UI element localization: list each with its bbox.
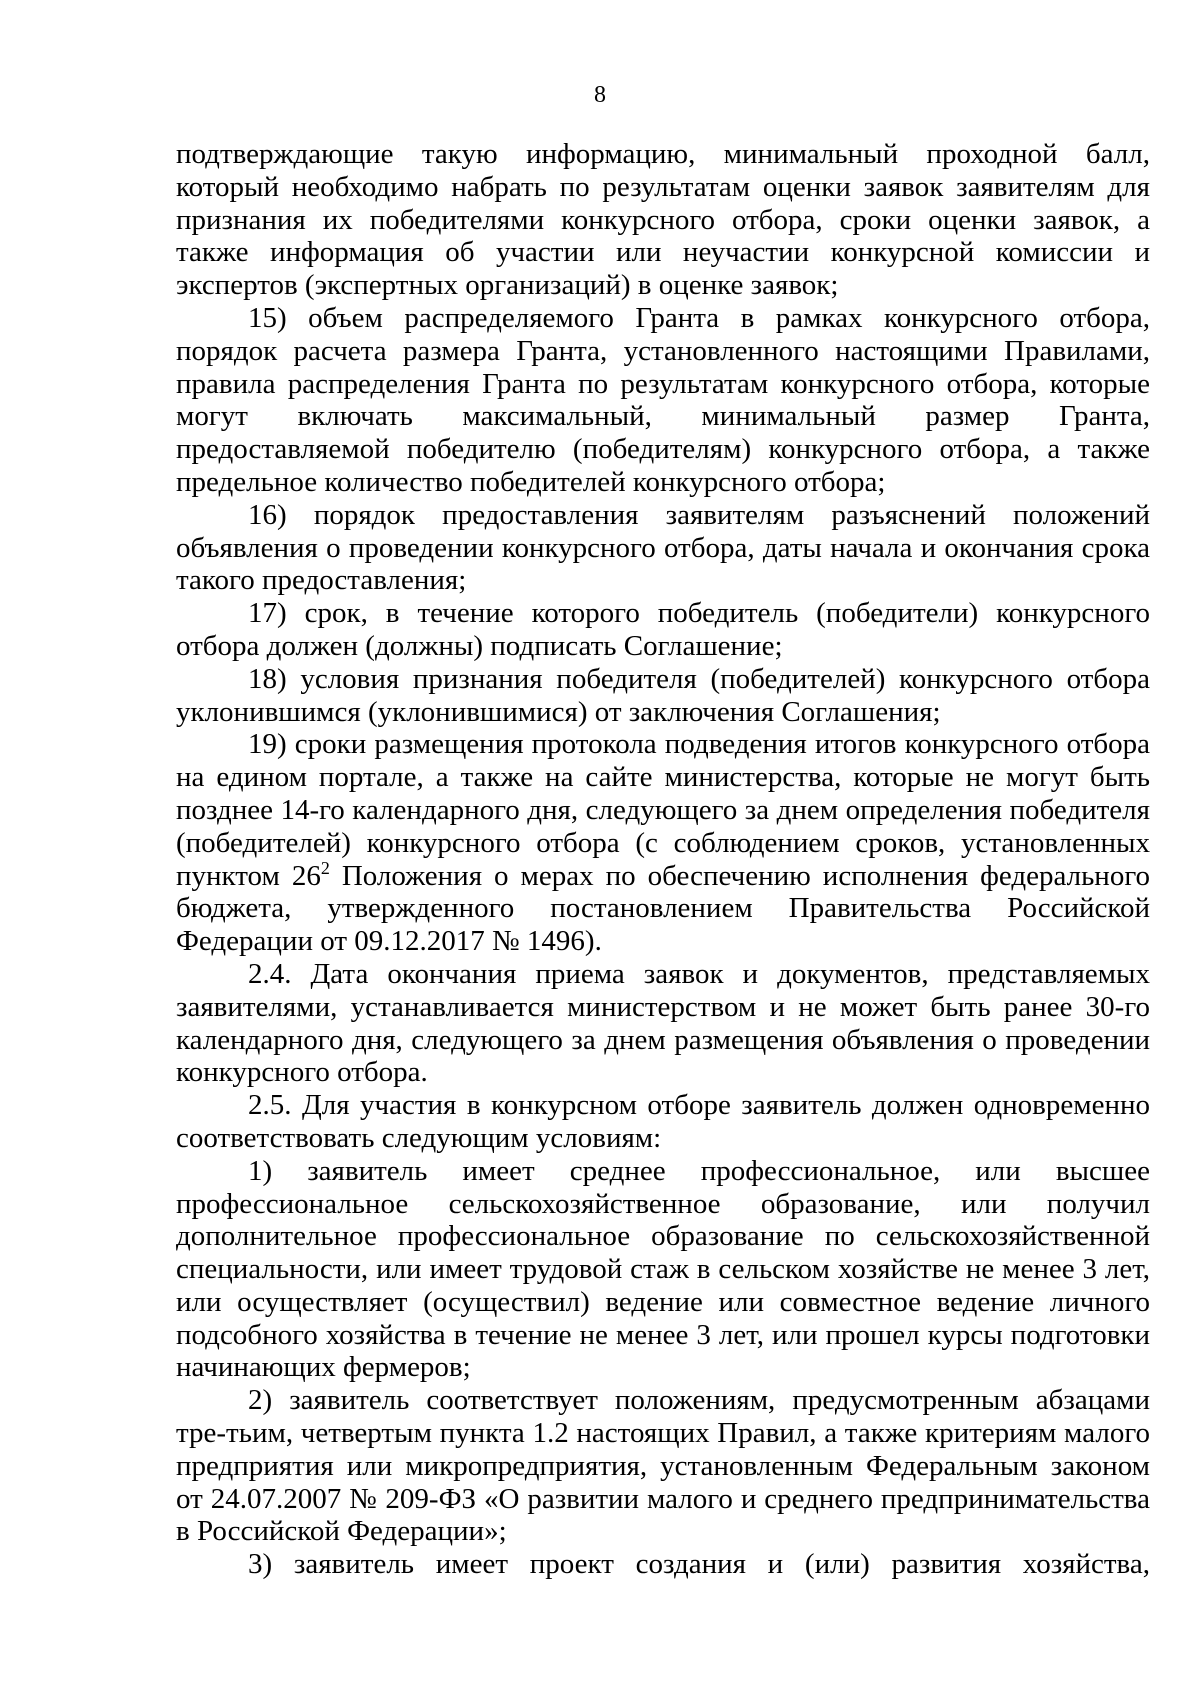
- condition-item-1: 1) заявитель имеет среднее профессиональное, или высшее профессиональное сельскохозяйственное образование, или получил дополнительное профессиональное образование по сельскохозяйственной специальности, или имеет трудовой стаж в сельском хозяйстве не менее 3 лет, или осуществляет (осуществил) ведение или совместное ведение личного подсобного хозяйства в течение не менее 3 лет, или прошел курсы подготовки начинающих фермеров;: [176, 1154, 1150, 1384]
- list-item-19-text-before: 19) сроки размещения протокола подведения итогов конкурсного отбора на едином портале, а также на сайте министерства, которые не могут быть позднее 14-го календарного дня, следующего за днем определения победителя (победителей) конкурсного отбора (с соблюдением сроков, установленных пунктом 26: [176, 728, 1150, 892]
- condition-item-2: 2) заявитель соответствует положениям, предусмотренным абзацами тре-тьим, четвертым пункта 1.2 настоящих Правил, а также критериям малого предприятия или микропредприятия, установленным Федеральным законом от 24.07.2007 № 209-ФЗ «О развитии малого и среднего предпринимательства в Российской Федерации»;: [176, 1384, 1150, 1548]
- section-2-5: 2.5. Для участия в конкурсном отборе заявитель должен одновременно соответствовать следующим условиям:: [176, 1089, 1150, 1154]
- list-item-17: 17) срок, в течение которого победитель (победители) конкурсного отбора должен (должны) подписать Соглашение;: [176, 597, 1150, 662]
- condition-item-3: 3) заявитель имеет проект создания и (или) развития хозяйства,: [248, 1548, 1150, 1581]
- list-item-19-text-after: Положения о мерах по обеспечению исполнения федерального бюджета, утвержденного постановлением Правительства Российской Федерации от 09.12.2017 № 1496).: [176, 859, 1151, 958]
- document-body: [176, 138, 1150, 1581]
- paragraph-continuation: подтверждающие такую информацию, минимальный проходной балл, который необходимо набрать по результатам оценки заявок заявителям для признания их победителями конкурсного отбора, сроки оценки заявок, а также информация об участии или неучастии конкурсной комиссии и экспертов (экспертных организаций) в оценке заявок;: [176, 138, 1150, 302]
- section-2-4: 2.4. Дата окончания приема заявок и документов, представляемых заявителями, устанавливается министерством и не может быть ранее 30-го календарного дня, следующего за днем размещения объявления о проведении конкурсного отбора.: [176, 957, 1150, 1089]
- superscript-footnote: 2: [320, 857, 330, 878]
- list-item-15: 15) объем распределяемого Гранта в рамках конкурсного отбора, порядок расчета размера Гранта, установленного настоящими Правилами, правила распределения Гранта по результатам конкурсного отбора, которые могут включать максимальный, минимальный размер Гранта, предоставляемой победителю (победителям) конкурсного отбора, а также предельное количество победителей конкурсного отбора;: [176, 301, 1150, 498]
- list-item-18: 18) условия признания победителя (победителей) конкурсного отбора уклонившимся (уклонившимися) от заключения Соглашения;: [176, 662, 1150, 728]
- page-number: 8: [594, 82, 606, 108]
- list-item-16: 16) порядок предоставления заявителям разъяснений положений объявления о проведении конкурсного отбора, даты начала и окончания срока такого предоставления;: [176, 498, 1150, 597]
- list-item-19: [176, 728, 1150, 958]
